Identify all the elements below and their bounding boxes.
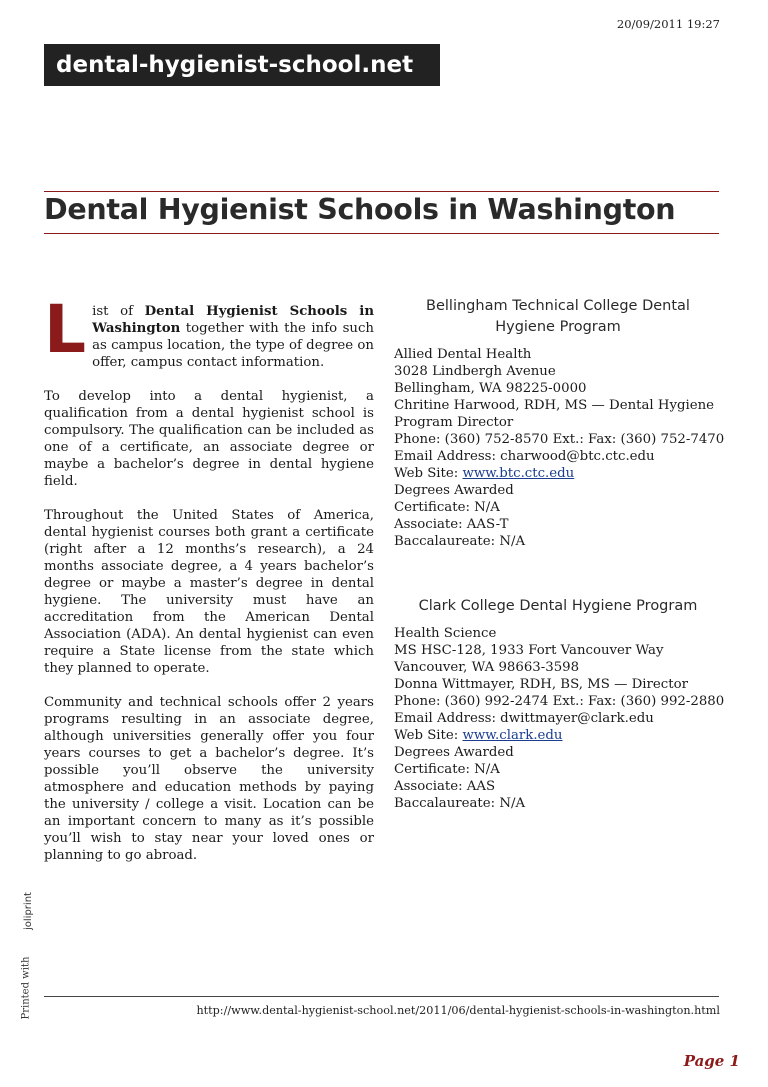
school-email: Email Address: charwood@btc.ctc.edu xyxy=(394,449,655,464)
body-paragraph: To develop into a dental hygienist, a qualification from a dental hygienist school is compulsory. The qualification can be included as one of a certificate, an associate degree or maybe a bachelor’s degree in dental hygiene field. xyxy=(44,389,374,489)
school-website xyxy=(394,465,722,482)
printed-with-badge xyxy=(20,868,34,1020)
site-name-banner: dental-hygienist-school.net xyxy=(44,44,440,86)
degrees-heading: Degrees Awarded xyxy=(394,483,514,498)
school-address-line1: 3028 Lindbergh Avenue xyxy=(394,364,556,379)
school-name: Bellingham Technical College Dental Hygiene Program xyxy=(426,298,690,335)
school-address-line1: MS HSC-128, 1933 Fort Vancouver Way xyxy=(394,643,664,658)
website-link[interactable]: www.btc.ctc.edu xyxy=(462,466,575,481)
school-block xyxy=(394,596,725,812)
article-body xyxy=(44,291,374,881)
degrees-heading: Degrees Awarded xyxy=(394,745,514,760)
degree-associate: Associate: AAS-T xyxy=(394,517,509,532)
printed-with-label: Printed with xyxy=(20,956,32,1020)
title-bottom-rule xyxy=(44,233,719,234)
school-phone: Phone: (360) 752-8570 Ext.: Fax: (360) 752-7470 xyxy=(394,432,725,447)
intro-lead-in: ist of xyxy=(92,304,145,319)
joliprint-logo-text: joliprint xyxy=(23,892,34,930)
page-number: Page 1 xyxy=(683,1052,740,1070)
school-block xyxy=(394,296,725,550)
website-link[interactable]: www.clark.edu xyxy=(462,728,563,743)
school-address-line2: Bellingham, WA 98225-0000 xyxy=(394,381,587,396)
school-name: Clark College Dental Hygiene Program xyxy=(418,598,698,614)
school-contact: Chritine Harwood, RDH, MS — Dental Hygiene Program Director xyxy=(394,398,715,430)
school-phone: Phone: (360) 992-2474 Ext.: Fax: (360) 992-2880 xyxy=(394,694,725,709)
school-contact: Donna Wittmayer, RDH, BS, MS — Director xyxy=(394,677,688,692)
school-department: Health Science xyxy=(394,626,497,641)
school-email: Email Address: dwittmayer@clark.edu xyxy=(394,711,654,726)
degree-associate: Associate: AAS xyxy=(394,779,496,794)
school-department: Allied Dental Health xyxy=(394,347,532,362)
website-label: Web Site: xyxy=(394,728,463,743)
drop-cap: L xyxy=(44,291,87,368)
school-address-line2: Vancouver, WA 98663-3598 xyxy=(394,660,580,675)
degree-certificate: Certificate: N/A xyxy=(394,762,500,777)
body-paragraph: Community and technical schools offer 2 years programs resulting in an associate degree, although universities generally offer you four years courses to get a bachelor’s degree. It’s possible you’ll observe the university atmosphere and education methods by paying the university / college a visit. Location can be an important concern to many as it’s possible you’ll wish to stay near your loved ones or planning to go abroad. xyxy=(44,695,374,863)
page-title: Dental Hygienist Schools in Washington xyxy=(44,193,676,226)
degree-baccalaureate: Baccalaureate: N/A xyxy=(394,534,526,549)
footer-rule xyxy=(44,996,719,997)
website-label: Web Site: xyxy=(394,466,463,481)
intro-lead-rest: together with the info such as campus location, the type of degree on offer, campus contact information. xyxy=(92,321,374,370)
print-timestamp: 20/09/2011 19:27 xyxy=(616,17,720,31)
title-top-rule xyxy=(44,191,719,192)
school-listings xyxy=(394,296,725,812)
intro-paragraph xyxy=(44,291,374,371)
degree-certificate: Certificate: N/A xyxy=(394,500,500,515)
degree-baccalaureate: Baccalaureate: N/A xyxy=(394,796,526,811)
body-paragraph: Throughout the United States of America, dental hygienist courses both grant a certificate (right after a 12 months’s research), a 24 months associate degree, a 4 years bachelor’s degree or maybe a master’s degree in dental hygiene. The university must have an accreditation from the American Dental Association (ADA). An dental hygienist can even require a State license from the state which they planned to operate. xyxy=(44,508,374,676)
school-website xyxy=(394,727,722,744)
footer-url[interactable]: http://www.dental-hygienist-school.net/2011/06/dental-hygienist-schools-in-washington.html xyxy=(196,1004,720,1017)
intro-lead-bold: Dental Hygienist Schools in Washington xyxy=(92,304,374,336)
